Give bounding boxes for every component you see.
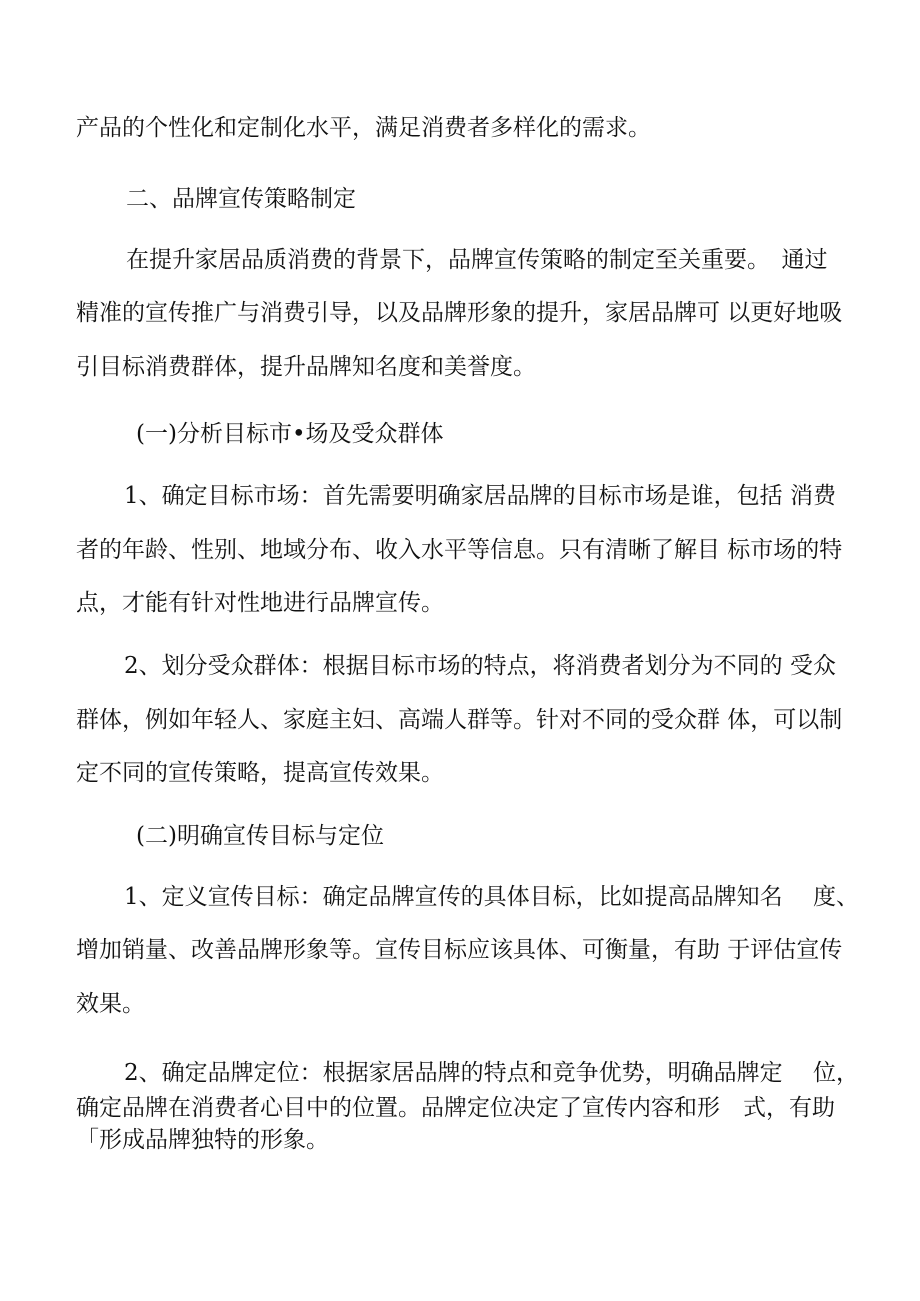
- paragraph-line: 群体，例如年轻人、家庭主妇、高端人群等。针对不同的受众群 体，可以制: [76, 707, 843, 733]
- paragraph-line: 点，才能有针对性地进行品牌宣传。: [76, 590, 444, 616]
- paragraph-line: 引目标消费群体，提升品牌知名度和美誉度。: [76, 354, 536, 380]
- paragraph-line: 者的年龄、性别、地域分布、收入水平等信息。只有清晰了解目 标市场的特: [76, 537, 843, 563]
- subsection-heading: (二)明确宣传目标与定位: [136, 823, 384, 849]
- paragraph-line: 1、定义宣传目标：确定品牌宣传的具体目标，比如提高品牌知名 度、: [124, 884, 859, 910]
- subsection-heading: (一)分析目标市•场及受众群体: [136, 421, 444, 447]
- paragraph-line: 在提升家居品质消费的背景下，品牌宣传策略的制定至关重要。 通过: [126, 247, 828, 273]
- paragraph-line: 增加销量、改善品牌形象等。宣传目标应该具体、可衡量，有助 于评估宣传: [76, 937, 843, 963]
- paragraph-line: 精准的宣传推广与消费引导，以及品牌形象的提升，家居品牌可 以更好地吸: [76, 300, 843, 326]
- paragraph-line: 效果。: [76, 991, 145, 1017]
- paragraph-line: 2、划分受众群体：根据目标市场的特点，将消费者划分为不同的 受众: [124, 653, 836, 679]
- paragraph-line: 确定品牌在消费者心目中的位置。品牌定位决定了宣传内容和形 式，有助: [76, 1095, 835, 1121]
- paragraph-line: 「形成品牌独特的形象。: [76, 1127, 329, 1153]
- section-heading: 二、品牌宣传策略制定: [126, 186, 356, 212]
- paragraph-line: 产品的个性化和定制化水平，满足消费者多样化的需求。: [76, 115, 651, 141]
- paragraph-line: 1、确定目标市场：首先需要明确家居品牌的目标市场是谁，包括 消费: [124, 483, 836, 509]
- paragraph-line: 定不同的宣传策略，提高宣传效果。: [76, 760, 444, 786]
- paragraph-line: 2、确定品牌定位：根据家居品牌的特点和竞争优势，明确品牌定 位，: [124, 1060, 859, 1086]
